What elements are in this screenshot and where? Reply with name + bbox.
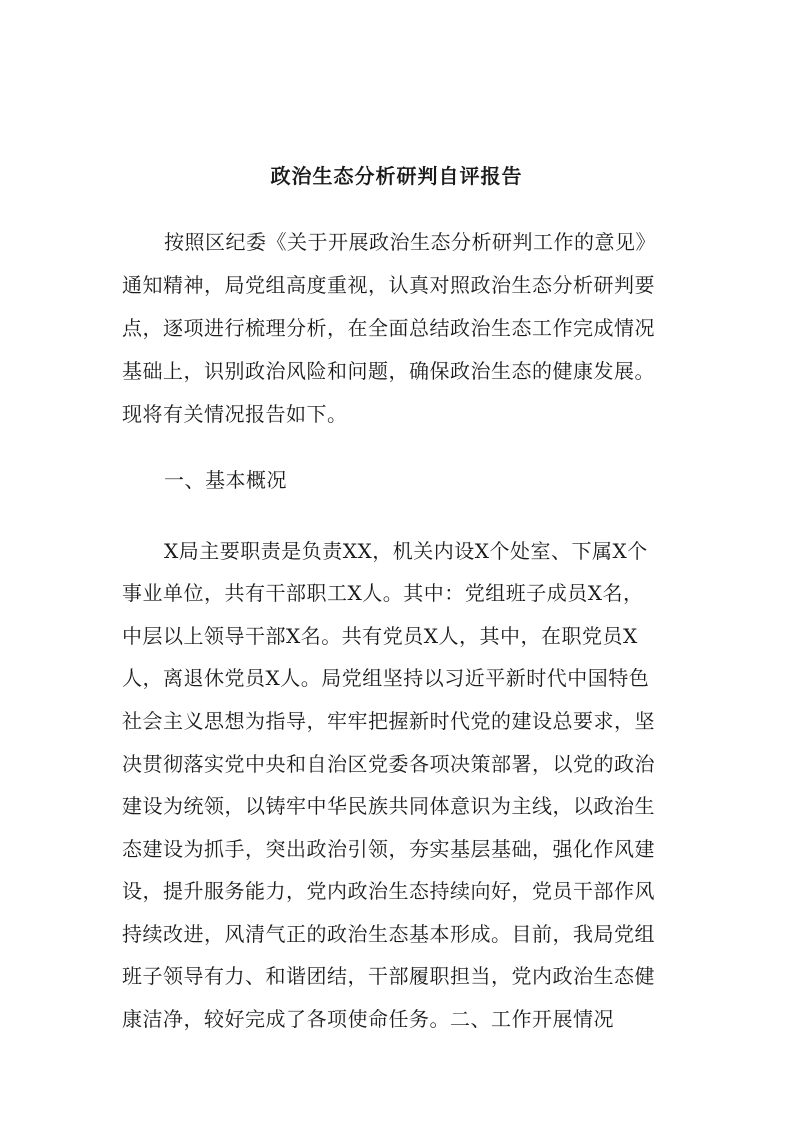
body-line: 建设为统领，以铸牢中华民族共同体意识为主线，以政治生: [122, 794, 655, 818]
intro-line: 点，逐项进行梳理分析，在全面总结政治生态工作完成情况: [122, 316, 655, 340]
body-line: 设，提升服务能力，党内政治生态持续向好，党员干部作风: [122, 879, 655, 903]
document-title: 政治生态分析研判自评报告: [270, 164, 523, 188]
body-line: 社会主义思想为指导，牢牢把握新时代党的建设总要求，坚: [122, 709, 655, 733]
intro-line: 现将有关情况报告如下。: [122, 402, 348, 426]
section-heading: 一、基本概况: [164, 468, 287, 492]
body-line: 班子领导有力、和谐团结，干部履职担当，党内政治生态健: [122, 964, 655, 988]
body-line: 持续改进，风清气正的政治生态基本形成。目前，我局党组: [122, 922, 655, 946]
intro-line: 基础上，识别政治风险和问题，确保政治生态的健康发展。: [122, 359, 655, 383]
intro-line: 通知精神，局党组高度重视，认真对照政治生态分析研判要: [122, 273, 655, 297]
body-line: 中层以上领导干部X名。共有党员X人，其中，在职党员X: [122, 624, 638, 648]
body-line: 康洁净，较好完成了各项使命任务。二、工作开展情况: [122, 1007, 614, 1031]
body-line: X局主要职责是负责XX，机关内设X个处室、下属X个: [164, 539, 648, 563]
intro-line: 按照区纪委《关于开展政治生态分析研判工作的意见》: [164, 230, 656, 254]
body-line: 决贯彻落实党中央和自治区党委各项决策部署，以党的政治: [122, 752, 655, 776]
body-line: 人，离退休党员X人。局党组坚持以习近平新时代中国特色: [122, 666, 650, 690]
body-line: 态建设为抓手，突出政治引领，夯实基层基础，强化作风建: [122, 837, 655, 861]
body-line: 事业单位，共有干部职工X人。其中：党组班子成员X名，: [122, 581, 644, 605]
